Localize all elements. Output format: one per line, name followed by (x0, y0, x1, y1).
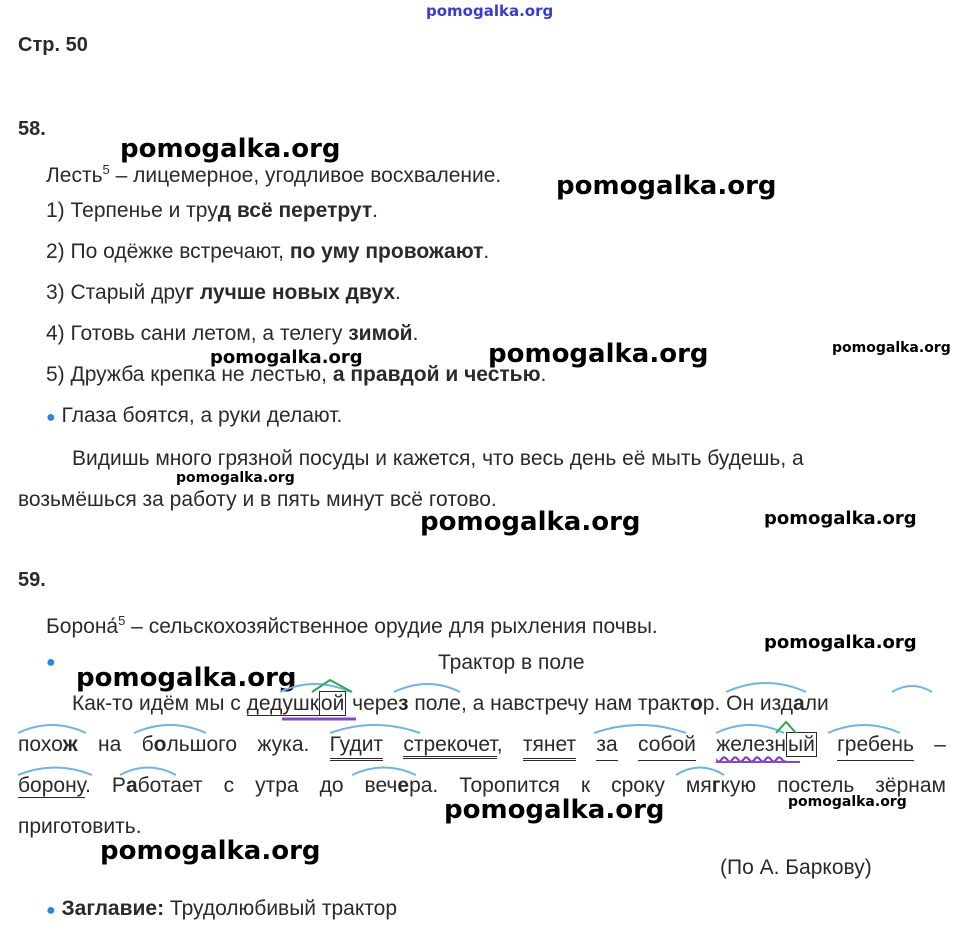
definition-line (46, 157, 501, 189)
watermark: pomogalka.org (76, 663, 297, 693)
page-label: Стр. 50 (18, 34, 88, 56)
proverb-punct: . (395, 281, 401, 304)
exercise-number: 59. (18, 569, 46, 591)
exercise-number: 58. (18, 118, 46, 140)
proverb-text: 1) Терпенье и тру (46, 199, 218, 222)
paragraph-line: Видишь много грязной посуды и кажется, что весь день её мыть будешь, а (72, 447, 804, 470)
proverb-ending: зимой (348, 322, 413, 345)
proverb-text: Глаза боятся, а руки делают. (61, 404, 343, 427)
bullet-icon: ● (46, 409, 56, 426)
watermark: pomogalka.org (788, 794, 907, 810)
proverb-punct: . (372, 199, 378, 222)
proverb-punct: . (540, 363, 547, 386)
bullet-icon: ● (46, 654, 56, 671)
definition-line (46, 608, 658, 640)
proverb-text: 2) По одёжке встречают, (46, 240, 290, 263)
watermark: pomogalka.org (426, 2, 554, 20)
proverb-punct: . (412, 322, 419, 345)
bulleted-proverb (46, 403, 342, 431)
proverb-ending: г лучше новых двух (185, 281, 396, 304)
watermark: pomogalka.org (764, 508, 917, 529)
proverb-item (46, 321, 418, 347)
proverb-ending: а правдой и честью (332, 363, 541, 386)
definition-text: – сельскохозяйственное орудие для рыхления почвы. (125, 615, 658, 638)
author-credit: (По А. Баркову) (720, 856, 872, 879)
story-line: борону. Работает с утра до вечера. Торопится к сроку мягкую постель зёрнам (18, 774, 946, 797)
proverb-item (46, 362, 546, 388)
title-value: Трудолюбивый трактор (164, 897, 398, 920)
watermark: pomogalka.org (176, 470, 295, 486)
proverb-text: 3) Старый дру (46, 281, 186, 304)
footnote-mark: 5 (102, 162, 110, 177)
proverb-ending: по уму провожают (289, 240, 484, 263)
footnote-mark: 5 (118, 613, 126, 628)
watermark: pomogalka.org (120, 134, 341, 164)
definition-word: Борона́ (46, 615, 119, 638)
definition-text: – лицемерное, угодливое восхваление. (109, 164, 502, 187)
definition-word: Лесть (46, 164, 103, 187)
proverb-ending: д всё перетрут (217, 199, 373, 222)
paragraph-line: возьмёшься за работу и в пять минут всё готово. (18, 488, 497, 511)
story-line: приготовить. (18, 815, 142, 838)
story-line: Как-то идём мы с дедушкой через поле, а навстречу нам трактор. Он издали (72, 692, 829, 715)
watermark: pomogalka.org (420, 507, 641, 537)
story-title: Трактор в поле (438, 651, 585, 674)
watermark: pomogalka.org (210, 347, 363, 368)
proverb-punct: . (483, 240, 490, 263)
story-line: похож на большого жука. Гудит стрекочет, тянет за собой железный гребень – (18, 732, 946, 761)
watermark: pomogalka.org (832, 340, 951, 356)
proverb-item (46, 280, 401, 306)
bullet-icon: ● (46, 902, 56, 919)
proverb-text: 5) Дружба крепка не лестью, (46, 363, 333, 386)
proverb-text: 4) Готовь сани летом, а телегу (46, 322, 349, 345)
proverb-item (46, 198, 378, 224)
watermark: pomogalka.org (556, 171, 777, 201)
watermark: pomogalka.org (100, 836, 321, 866)
watermark: pomogalka.org (444, 795, 665, 825)
title-answer (46, 896, 397, 924)
watermark: pomogalka.org (764, 632, 917, 653)
proverb-item (46, 239, 489, 265)
watermark: pomogalka.org (488, 339, 709, 369)
title-label: Заглавие: (61, 897, 165, 920)
